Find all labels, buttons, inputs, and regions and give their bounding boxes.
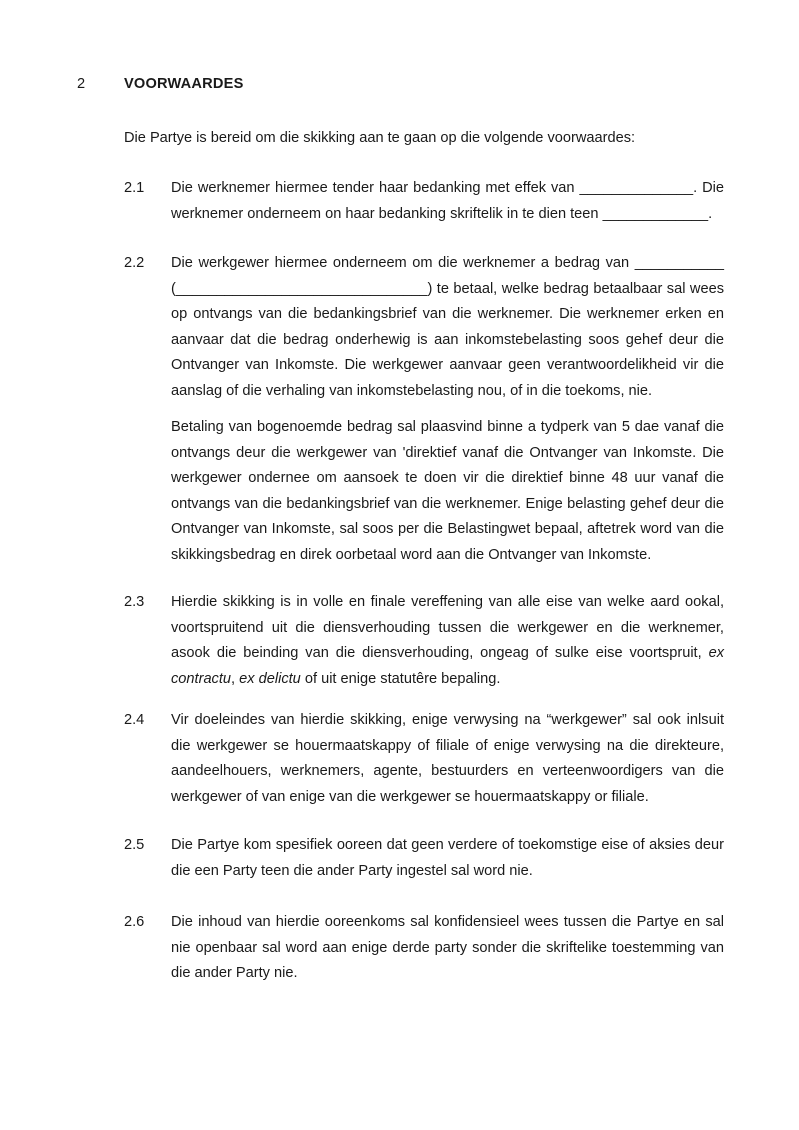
latin-term: ex contractu	[171, 645, 724, 687]
clause-number: 2.2	[124, 255, 145, 271]
clause-text	[171, 708, 724, 810]
clause-text-run: of uit enige statutêre bepaling.	[300, 670, 501, 687]
section-title: VOORWAARDES	[124, 76, 244, 92]
clause-paragraph	[171, 590, 724, 692]
clause-text	[171, 590, 724, 692]
clause-paragraph: Die werknemer hiermee tender haar bedanking met effek van ______________. Die werknemer onderneem on haar bedanking skriftelik in te dien teen _____________.	[171, 180, 724, 222]
section-intro: Die Partye is bereid om die skikking aan te gaan op die volgende voorwaardes:	[124, 130, 636, 146]
section-number: 2	[77, 76, 86, 92]
latin-term: ex delictu	[239, 670, 301, 687]
clause-number: 2.1	[124, 180, 145, 196]
clause-number: 2.6	[124, 914, 145, 930]
clause-text	[171, 251, 724, 568]
clause-paragraph: Betaling van bogenoemde bedrag sal plaasvind binne a tydperk van 5 dae vanaf die ontvangs deur die werkgewer van 'direktief vanaf die Ontvanger van Inkomste. Die werkgewer ondernee om aansoek te doen vir die direktief binne 48 uur vanaf die ontvangs van die bedankingsbrief van die werknemer. Enige belasting gehef deur die Ontvanger van Inkomste, sal soos per die Belastingwet bepaal, aftetrek word van die skikkingsbedrag en direk oorbetaal word aan die Ontvanger van Inkomste.	[171, 419, 724, 563]
clause-paragraph: Die werkgewer hiermee onderneem om die werknemer a bedrag van ___________ (_______________________________) te betaal, welke bedrag betaalbaar sal wees op ontvangs van die bedankingsbrief van die werknemer. Die werknemer erken en aanvaar dat die bedrag onderhewig is aan inkomstebelasting soos gehef deur die Ontvanger van Inkomste. Die werkgewer aanvaar geen verantwoordelikheid vir die aanslag of die verhaling van inkomstebelasting nou, of in die toekoms, nie.	[171, 255, 724, 399]
clause-text	[171, 833, 724, 884]
clause-paragraph: Die Partye kom spesifiek ooreen dat geen verdere of toekomstige eise of aksies deur die een Party teen die ander Party ingestel sal word nie.	[171, 837, 724, 879]
clause-paragraph: Die inhoud van hierdie ooreenkoms sal konfidensieel wees tussen die Partye en sal nie openbaar sal word aan enige derde party sonder die skriftelike toestemming van die ander Party nie.	[171, 914, 724, 981]
clause-number: 2.3	[124, 594, 145, 610]
clause-number: 2.4	[124, 712, 145, 728]
clause-text	[171, 176, 724, 227]
clause-text-run: ,	[231, 670, 240, 687]
clause-paragraph: Vir doeleindes van hierdie skikking, enige verwysing na “werkgewer” sal ook inlsuit die werkgewer se houermaatskappy of filiale of enige verwysing na die direkteure, aandeelhouers, werknemers, agente, bestuurders en verteenwoordigers van die werkgewer of van enige van die werkgewer se houermaatskappy or filiale.	[171, 712, 724, 805]
clause-text	[171, 910, 724, 987]
clause-number: 2.5	[124, 837, 145, 853]
clause-text-run: Hierdie skikking is in volle en finale vereffening van alle eise van welke aard ookal, voortspruitend uit die diensverhouding tussen die werkgewer en die werknemer, asook die beinding van die diensverhouding, ongeag of sulke eise voortspruit,	[171, 594, 724, 661]
